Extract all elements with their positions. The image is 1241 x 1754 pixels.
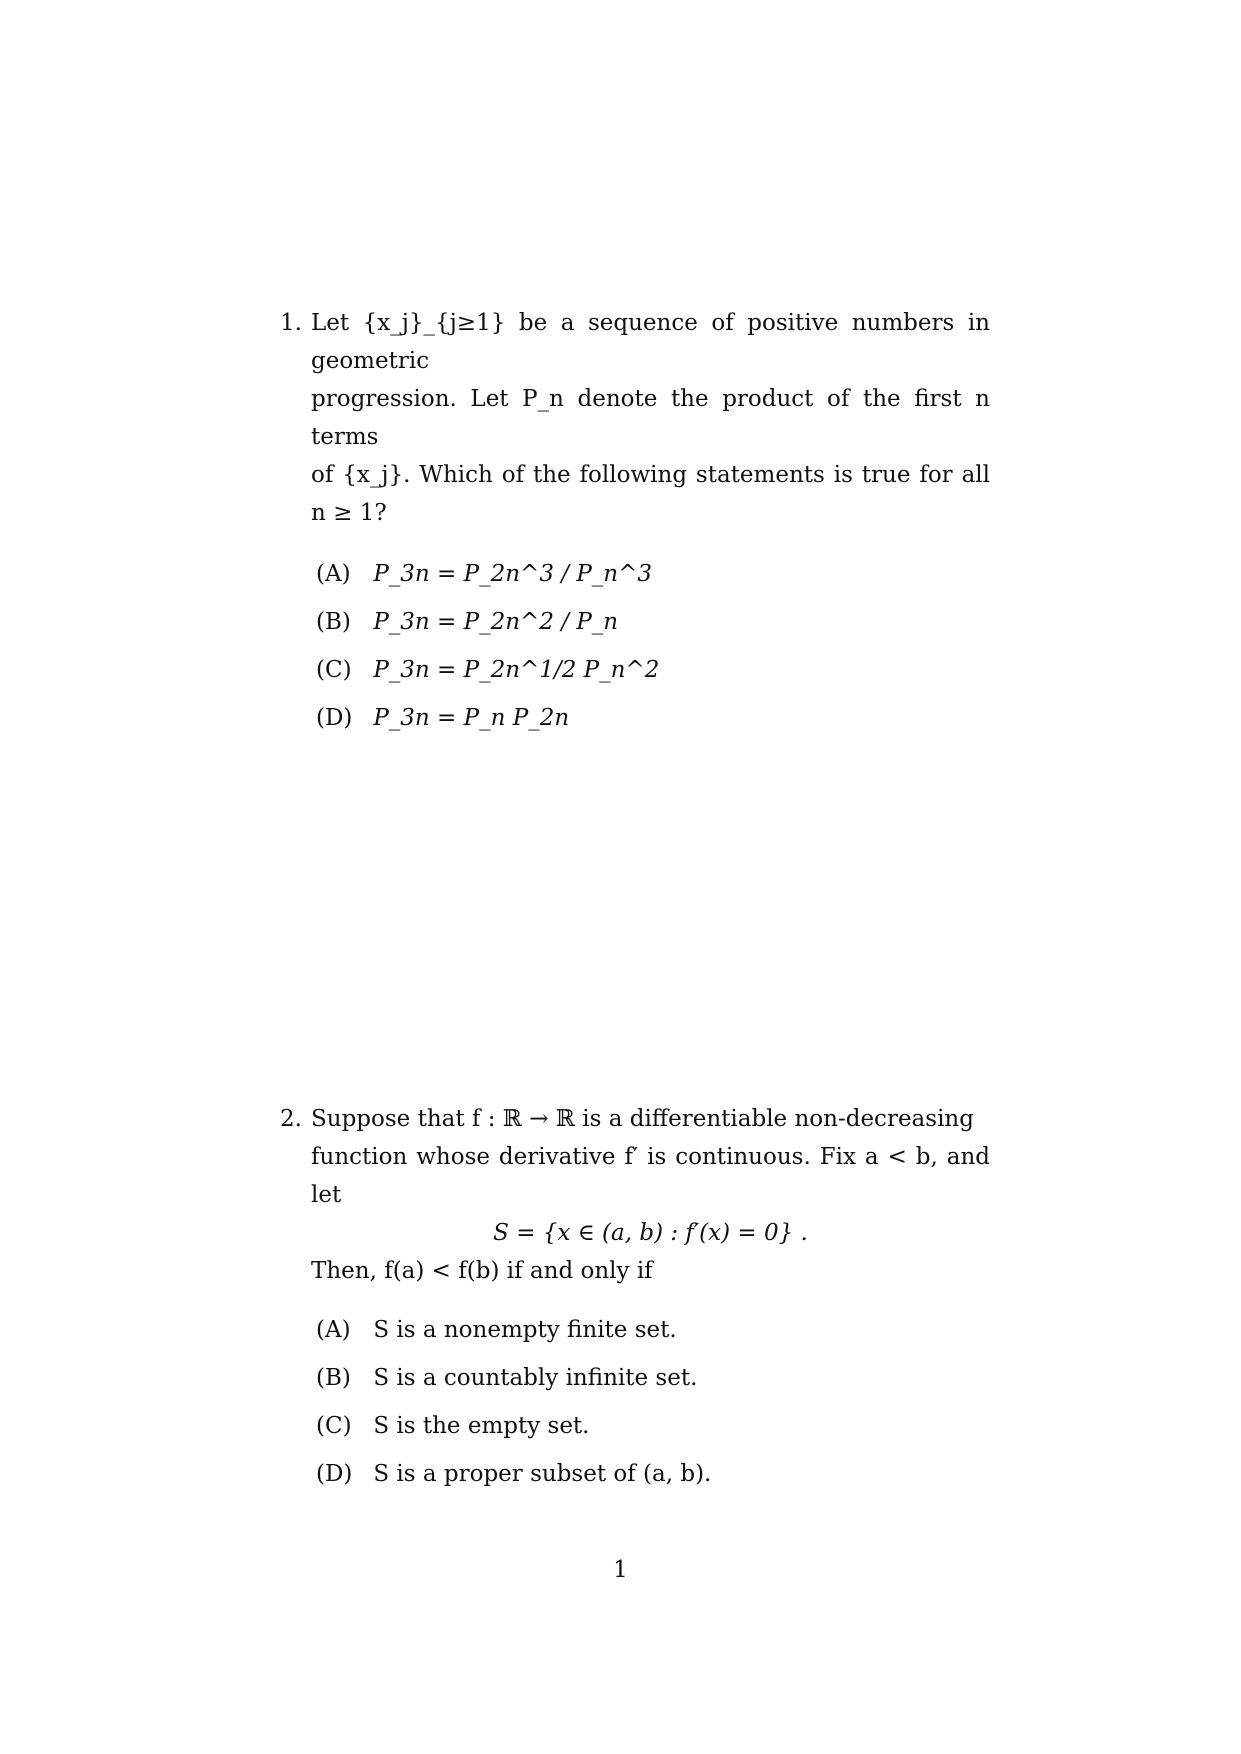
option-c [316,1402,990,1450]
option-list [316,550,990,742]
question-number: 1. [280,310,302,336]
question-1 [280,304,990,742]
question-line: Then, f(a) < f(b) if and only if [311,1258,653,1284]
display-equation: S = {x ∈ (a, b) : f′(x) = 0} . [493,1220,808,1246]
question-2 [280,1100,990,1498]
option-a [316,1306,990,1354]
option-text: S is a countably infinite set. [373,1365,698,1391]
option-text: P_3n = P_2n^1/2 P_n^2 [373,657,660,683]
option-text: S is a proper subset of (a, b). [373,1461,712,1487]
option-label: (D) [316,1461,353,1487]
page-number: 1 [613,1557,628,1583]
question-line: Let {x_j}_{j≥1} be a sequence of positive numbers in geometric [311,310,990,374]
option-text: P_3n = P_2n^2 / P_n [373,609,619,635]
option-c [316,646,990,694]
option-label: (A) [316,561,351,587]
option-text: S is the empty set. [373,1413,590,1439]
option-label: (A) [316,1317,351,1343]
option-label: (C) [316,657,352,683]
option-b [316,598,990,646]
option-label: (B) [316,609,351,635]
option-text: P_3n = P_n P_2n [373,705,570,731]
option-label: (B) [316,1365,351,1391]
option-a [316,550,990,598]
question-stem [311,1100,990,1290]
question-line: progression. Let P_n denote the product of the first n terms [311,386,990,450]
question-stem [311,304,990,532]
question-line: of {x_j}. Which of the following statements is true for all n ≥ 1? [311,462,990,526]
option-d [316,694,990,742]
option-list [316,1306,990,1498]
question-line: function whose derivative f′ is continuous. Fix a < b, and let [311,1144,990,1208]
option-text: S is a nonempty finite set. [373,1317,677,1343]
option-label: (D) [316,705,353,731]
question-number: 2. [280,1106,302,1132]
option-d [316,1450,990,1498]
question-line: Suppose that f : ℝ → ℝ is a differentiable non-decreasing [311,1106,974,1132]
option-text: P_3n = P_2n^3 / P_n^3 [373,561,653,587]
option-label: (C) [316,1413,352,1439]
option-b [316,1354,990,1402]
